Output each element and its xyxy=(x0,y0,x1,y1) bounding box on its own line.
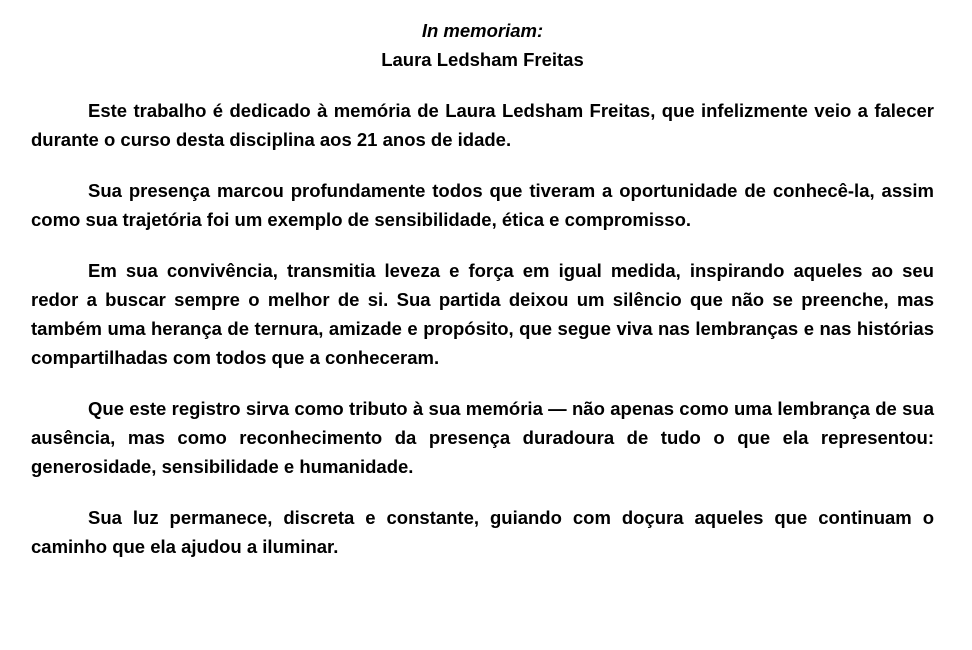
paragraph-dedication: Este trabalho é dedicado à memória de Laura Ledsham Freitas, que infelizmente veio a falecer durante o curso desta disciplina aos 21 anos de idade. xyxy=(31,100,934,150)
paragraph-presence: Sua presença marcou profundamente todos que tiveram a oportunidade de conhecê-la, assim como sua trajetória foi um exemplo de sensibilidade, ética e compromisso. xyxy=(31,180,934,230)
paragraph-legacy: Em sua convivência, transmitia leveza e força em igual medida, inspirando aqueles ao seu redor a buscar sempre o melhor de si. Sua partida deixou um silêncio que não se preenche, mas também uma herança de ternura, amizade e propósito, que segue viva nas lembranças e nas histórias compartilhadas com todos que a conheceram. xyxy=(31,260,934,368)
heading-in-memoriam: In memoriam: xyxy=(421,20,544,41)
heading-honoree-name: Laura Ledsham Freitas xyxy=(381,49,584,70)
paragraph-tribute: Que este registro sirva como tributo à sua memória — não apenas como uma lembrança de sua ausência, mas como reconhecimento da presença duradoura de tudo o que ela representou: generosidade, sensibilidade e humanidade. xyxy=(31,398,934,477)
paragraph-closing: Sua luz permanece, discreta e constante, guiando com doçura aqueles que continuam o caminho que ela ajudou a iluminar. xyxy=(31,507,934,557)
memorial-heading xyxy=(31,16,934,74)
